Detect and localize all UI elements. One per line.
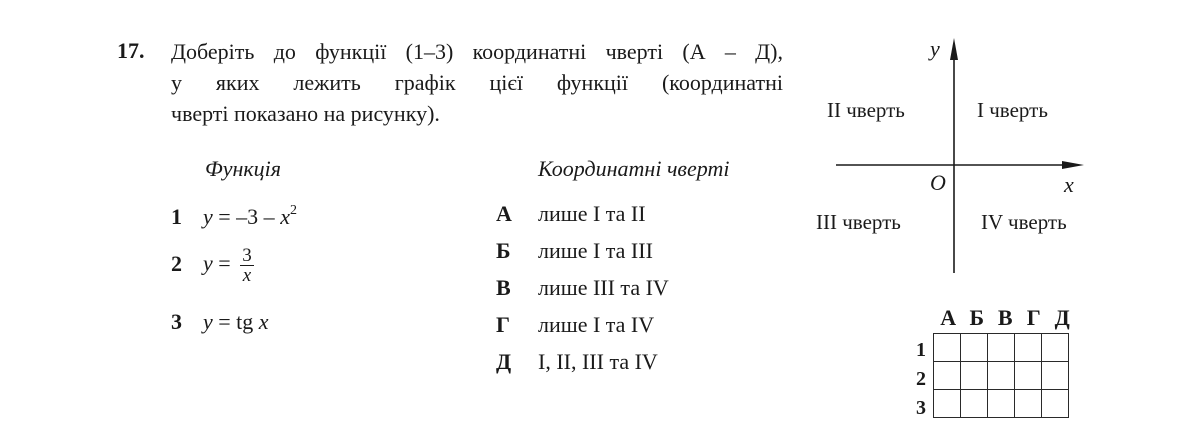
grid-row-label: 3	[916, 397, 926, 419]
answer-cell[interactable]	[961, 362, 988, 390]
function-expression: = tg	[212, 309, 259, 334]
answer-cell[interactable]	[1042, 390, 1069, 418]
question-line: чверті показано на рисунку).	[171, 101, 440, 126]
answer-cell[interactable]	[934, 362, 961, 390]
function-2	[171, 246, 254, 285]
origin-label: O	[930, 170, 946, 195]
function-1	[171, 203, 297, 230]
answer-cell[interactable]	[988, 334, 1015, 362]
quadrant-2-label: ІІ чверть	[827, 98, 905, 122]
grid-row-label: 2	[916, 368, 926, 390]
answer-cell[interactable]	[1042, 362, 1069, 390]
answer-cell[interactable]	[1042, 334, 1069, 362]
function-expression: = –3 –	[212, 204, 281, 229]
answer-grid	[933, 333, 1069, 418]
function-variable: x	[258, 309, 269, 334]
functions-header: Функція	[205, 156, 282, 181]
question-text	[171, 36, 783, 129]
option-text: лише ІІІ та IV	[538, 275, 669, 300]
function-lhs: y	[203, 204, 213, 229]
function-number: 3	[171, 309, 182, 334]
answer-grid-header	[934, 305, 1077, 331]
grid-row-label: 1	[916, 339, 926, 361]
quadrant-4-label: IV чверть	[981, 210, 1067, 234]
function-number: 2	[171, 250, 182, 276]
function-3	[171, 309, 269, 335]
option-v	[496, 275, 669, 301]
option-letter: В	[496, 275, 511, 300]
option-letter: А	[496, 201, 512, 226]
fraction-denominator: x	[242, 265, 252, 286]
answer-grid-row	[934, 390, 1069, 418]
answer-cell[interactable]	[961, 390, 988, 418]
answer-cell[interactable]	[1015, 390, 1042, 418]
function-expression: =	[212, 250, 237, 276]
y-axis-label: y	[930, 36, 940, 61]
fraction-numerator: 3	[242, 245, 252, 266]
quarters-header: Координатні чверті	[538, 156, 730, 181]
answer-cell[interactable]	[988, 362, 1015, 390]
answer-cell[interactable]	[934, 390, 961, 418]
answer-cell[interactable]	[934, 334, 961, 362]
option-letter: Д	[496, 349, 512, 374]
answer-cell[interactable]	[1015, 362, 1042, 390]
grid-column-label: Д	[1054, 305, 1070, 330]
option-text: І, ІІ, ІІІ та IV	[538, 349, 658, 374]
function-exponent: 2	[289, 203, 297, 218]
grid-column-label: Б	[969, 305, 985, 330]
x-axis-label: x	[1064, 172, 1074, 197]
quadrant-1-label: І чверть	[977, 98, 1048, 122]
answer-cell[interactable]	[961, 334, 988, 362]
x-axis-arrow	[1062, 161, 1084, 169]
option-g	[496, 312, 654, 338]
option-b	[496, 238, 653, 264]
function-lhs: y	[203, 309, 213, 334]
question-number: 17.	[117, 38, 145, 63]
answer-grid-row	[934, 362, 1069, 390]
option-a	[496, 201, 646, 227]
fraction	[240, 246, 254, 285]
answer-cell[interactable]	[1015, 334, 1042, 362]
answer-cell[interactable]	[988, 390, 1015, 418]
grid-column-label: В	[997, 305, 1013, 330]
grid-column-label: Г	[1026, 305, 1041, 330]
grid-column-label: А	[940, 305, 957, 330]
function-number: 1	[171, 204, 182, 229]
question-line: Доберіть до функції (1–3) координатні чверті (А – Д),	[171, 39, 783, 64]
quadrant-3-label: ІІІ чверть	[816, 210, 901, 234]
function-variable: x	[280, 204, 290, 229]
option-letter: Б	[496, 238, 511, 263]
question-line: у яких лежить графік цієї функції (координатні	[171, 70, 783, 95]
option-d	[496, 349, 658, 375]
option-text: лише І та ІІ	[538, 201, 646, 226]
function-lhs: y	[203, 250, 213, 276]
coordinate-diagram	[820, 30, 1100, 280]
y-axis-arrow	[950, 38, 958, 60]
option-text: лише І та ІІІ	[538, 238, 653, 263]
option-text: лише І та IV	[538, 312, 655, 337]
option-letter: Г	[496, 312, 510, 337]
answer-grid-row	[934, 334, 1069, 362]
